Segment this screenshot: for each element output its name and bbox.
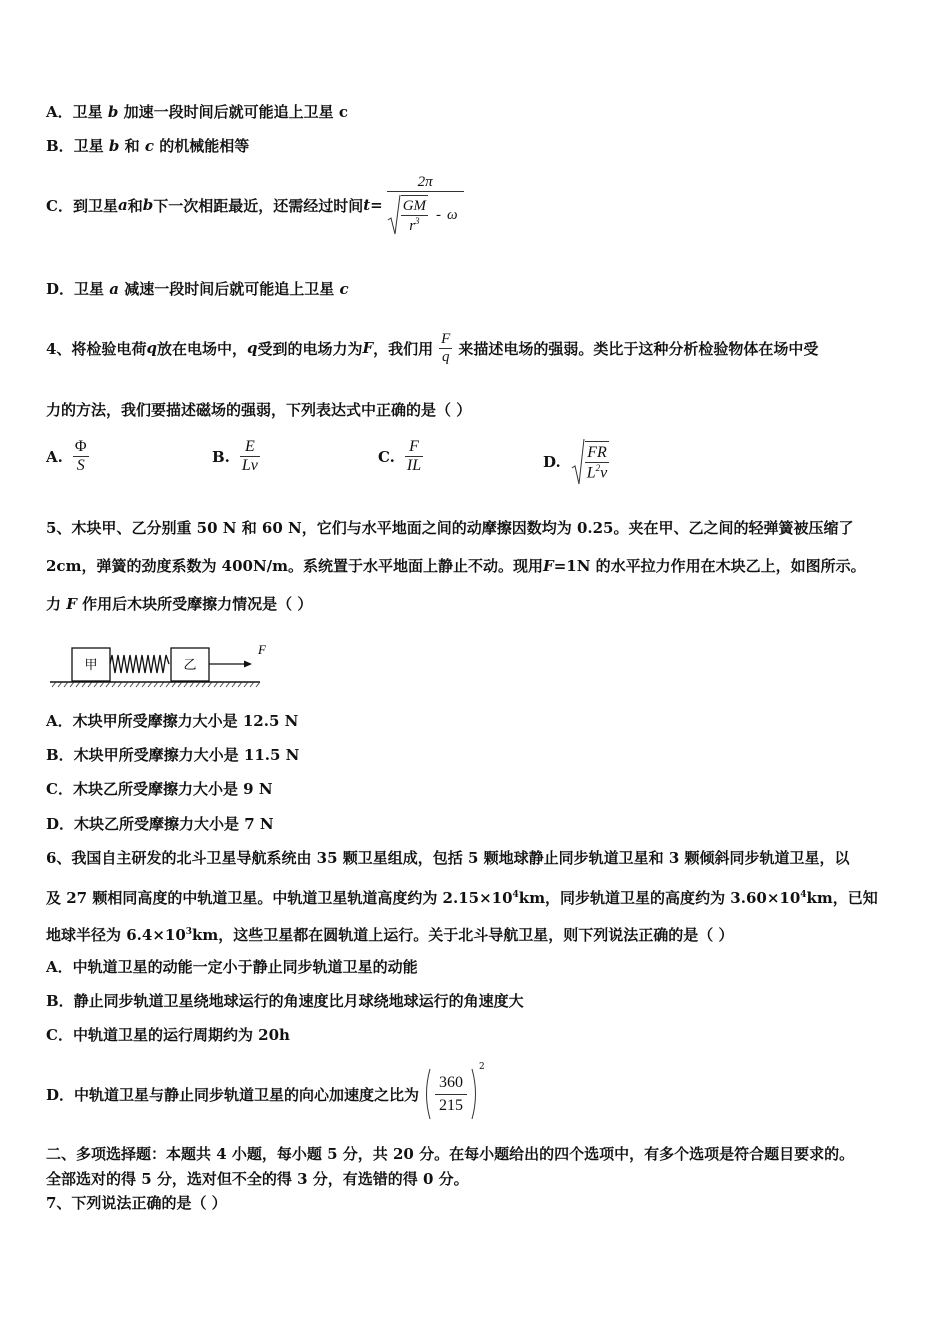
q3b-var2: c: [144, 137, 155, 155]
q6-stem-line1: 6、我国自主研发的北斗卫星导航系统由 35 颗卫星组成，包括 5 颗地球静止同步轨道卫星和 3 颗倾斜同步轨道卫星，以: [46, 849, 850, 867]
q3-option-d[interactable]: [46, 279, 349, 299]
q3b-and: 和: [124, 137, 140, 155]
q3a-var: b: [107, 103, 119, 121]
sqrt-icon: [387, 194, 401, 236]
q6-text-2: km，同步轨道卫星的高度约为 3.60×10: [518, 889, 801, 907]
q3a-text: A．卫星: [46, 103, 103, 121]
q6-stem-line3: [46, 922, 734, 945]
q4b-label: B.: [212, 447, 230, 466]
q4-text-4: ，我们用: [373, 339, 434, 358]
q3-option-a[interactable]: [46, 102, 348, 122]
q4c-num: F: [409, 438, 419, 455]
q4d-den-v: v: [600, 464, 608, 482]
q5-option-b[interactable]: B．木块甲所受摩擦力大小是 11.5 N: [46, 746, 300, 764]
q4d-num: FR: [587, 444, 607, 462]
left-paren-icon: [423, 1068, 431, 1120]
q6d-exp: 2: [479, 1062, 485, 1072]
q6-text-3: km，已知: [806, 889, 878, 907]
q6-exp-3: 3: [185, 927, 193, 937]
q3c-formula: [387, 174, 464, 236]
q4-stem-line1: [46, 313, 818, 383]
q4a-label: A.: [46, 447, 63, 466]
spring-blocks-figure: [48, 638, 278, 694]
q4-option-d[interactable]: [543, 438, 609, 486]
q4-text-1: 4、将检验电荷: [46, 339, 147, 358]
q3c-text: C．到卫星: [46, 196, 118, 215]
q3b-var1: b: [108, 137, 120, 155]
q4-option-b[interactable]: [212, 438, 260, 475]
q6-text-5: km，这些卫星都在圆轨道上运行。关于北斗导航卫星，则下列说法正确的是（ ）: [192, 926, 734, 944]
q6-exp-2: 4: [800, 890, 807, 900]
block-yi-label: 乙: [183, 658, 197, 673]
q5-text-1: 2cm，弹簧的劲度系数为 400N/m。系统置于水平地面上静止不动。现用: [46, 557, 544, 575]
q6-option-b[interactable]: B．静止同步轨道卫星绕地球运行的角速度比月球绕地球运行的角速度大: [46, 992, 524, 1010]
q6-text-4: 地球半径为 6.4×10: [46, 926, 186, 944]
block-jia-label: 甲: [84, 658, 98, 673]
q3d-text-mid: 减速一段时间后就可能追上卫星: [124, 280, 335, 298]
q3d-var1: a: [109, 280, 119, 298]
q5-option-d[interactable]: D．木块乙所受摩擦力大小是 7 N: [46, 815, 274, 833]
q5-option-c[interactable]: C．木块乙所受摩擦力大小是 9 N: [46, 780, 273, 798]
q4b-den: Lv: [241, 457, 258, 474]
q6d-den: 215: [435, 1094, 467, 1117]
q4-stem-line2: 力的方法，我们要描述磁场的强弱，下列表达式中正确的是（ ）: [46, 401, 472, 419]
q3c-var1: a: [117, 196, 128, 214]
q4a-num: Φ: [74, 438, 87, 455]
q4-text-3: 受到的电场力为: [257, 339, 363, 358]
q3b-text-end: 的机械能相等: [159, 137, 250, 155]
q7-stem: 7、下列说法正确的是（ ）: [46, 1194, 227, 1212]
q5-text-4: 作用后木块所受摩擦力情况是（ ）: [82, 595, 313, 613]
spring: [110, 655, 169, 673]
q3c-gm-frac: [401, 195, 428, 235]
sqrt-icon: [571, 438, 585, 486]
q4d-label: D.: [543, 453, 561, 471]
q4d-den-l: L: [586, 464, 596, 482]
q6-stem-line2: [46, 885, 878, 908]
section2-heading-line2: 全部选对的得 5 分，选对但不全的得 3 分，有选错的得 0 分。: [46, 1170, 469, 1188]
q3c-minus: -: [436, 206, 442, 223]
q4-frac-num: F: [441, 330, 451, 347]
q3a-text-end: 加速一段时间后就可能追上卫星 c: [123, 103, 348, 121]
q3-option-c[interactable]: [46, 170, 464, 240]
q3c-var2: b: [142, 196, 154, 214]
q4-var-q1: q: [146, 339, 157, 357]
q4-frac-den: q: [439, 348, 452, 366]
q5-stem-line1: 5、木块甲、乙分别重 50 N 和 60 N，它们与水平地面之间的动摩擦因数均为 0.25。夹在甲、乙之间的轻弹簧被压缩了: [46, 519, 854, 537]
q6-exp-1: 4: [512, 890, 519, 900]
q4-option-a[interactable]: [46, 438, 89, 475]
q6d-text: D．中轨道卫星与静止同步轨道卫星的向心加速度之比为: [46, 1085, 420, 1104]
q4c-den: IL: [406, 457, 422, 474]
q6-option-d[interactable]: [46, 1060, 485, 1128]
q5-stem-line2: [46, 556, 866, 576]
q3c-formula-num: 2π: [417, 174, 433, 190]
q4b-num: E: [245, 438, 255, 455]
q5-var-f: F: [543, 557, 554, 575]
q5-option-a[interactable]: A．木块甲所受摩擦力大小是 12.5 N: [46, 712, 299, 730]
q3c-t: t=: [363, 196, 383, 214]
q3c-text-mid: 下一次相距最近，还需经过时间: [153, 196, 364, 215]
q3d-var2: c: [339, 280, 349, 298]
q3c-omega: ω: [447, 206, 458, 223]
q4-text-5: 来描述电场的强弱。类比于这种分析检验物体在场中受: [458, 339, 819, 358]
q3c-gm: GM: [402, 198, 427, 214]
q5-text-3: 力: [46, 595, 62, 613]
q5-text-2: =1N 的水平拉力作用在木块乙上，如图所示。: [553, 557, 866, 575]
q4-var-q2: q: [246, 339, 258, 357]
q6-option-c[interactable]: C．中轨道卫星的运行周期约为 20h: [46, 1026, 290, 1044]
q3b-text: B．卫星: [46, 137, 104, 155]
q3c-r: r: [409, 218, 416, 234]
q6d-fraction: [435, 1072, 467, 1117]
q3d-text: D．卫星: [46, 280, 105, 298]
arrow-head-icon: [244, 661, 252, 668]
q4-fraction: [439, 331, 452, 366]
q4-option-c[interactable]: [378, 438, 423, 475]
q4-var-f: F: [362, 339, 374, 357]
section2-heading-line1: 二、多项选择题：本题共 4 小题，每小题 5 分，共 20 分。在每小题给出的四个选项中，有多个选项是符合题目要求的。: [46, 1145, 855, 1163]
right-paren-icon: [471, 1068, 479, 1120]
q3c-and: 和: [127, 196, 143, 215]
q5-stem-line3: [46, 594, 312, 614]
q3c-r-exp: 3: [415, 216, 420, 226]
force-label: F: [258, 642, 266, 657]
q6-text-1: 及 27 颗相同高度的中轨道卫星。中轨道卫星轨道高度约为 2.15×10: [46, 889, 513, 907]
q4-text-2: 放在电场中，: [156, 339, 247, 358]
q6-option-a[interactable]: A．中轨道卫星的动能一定小于静止同步轨道卫星的动能: [46, 958, 418, 976]
q5-var-f2: F: [66, 595, 77, 613]
q4c-label: C.: [378, 447, 395, 466]
q3-option-b[interactable]: [46, 136, 249, 156]
q4d-den-exp: 2: [595, 463, 601, 474]
q6d-num: 360: [439, 1073, 464, 1091]
q4a-den: S: [73, 456, 89, 475]
